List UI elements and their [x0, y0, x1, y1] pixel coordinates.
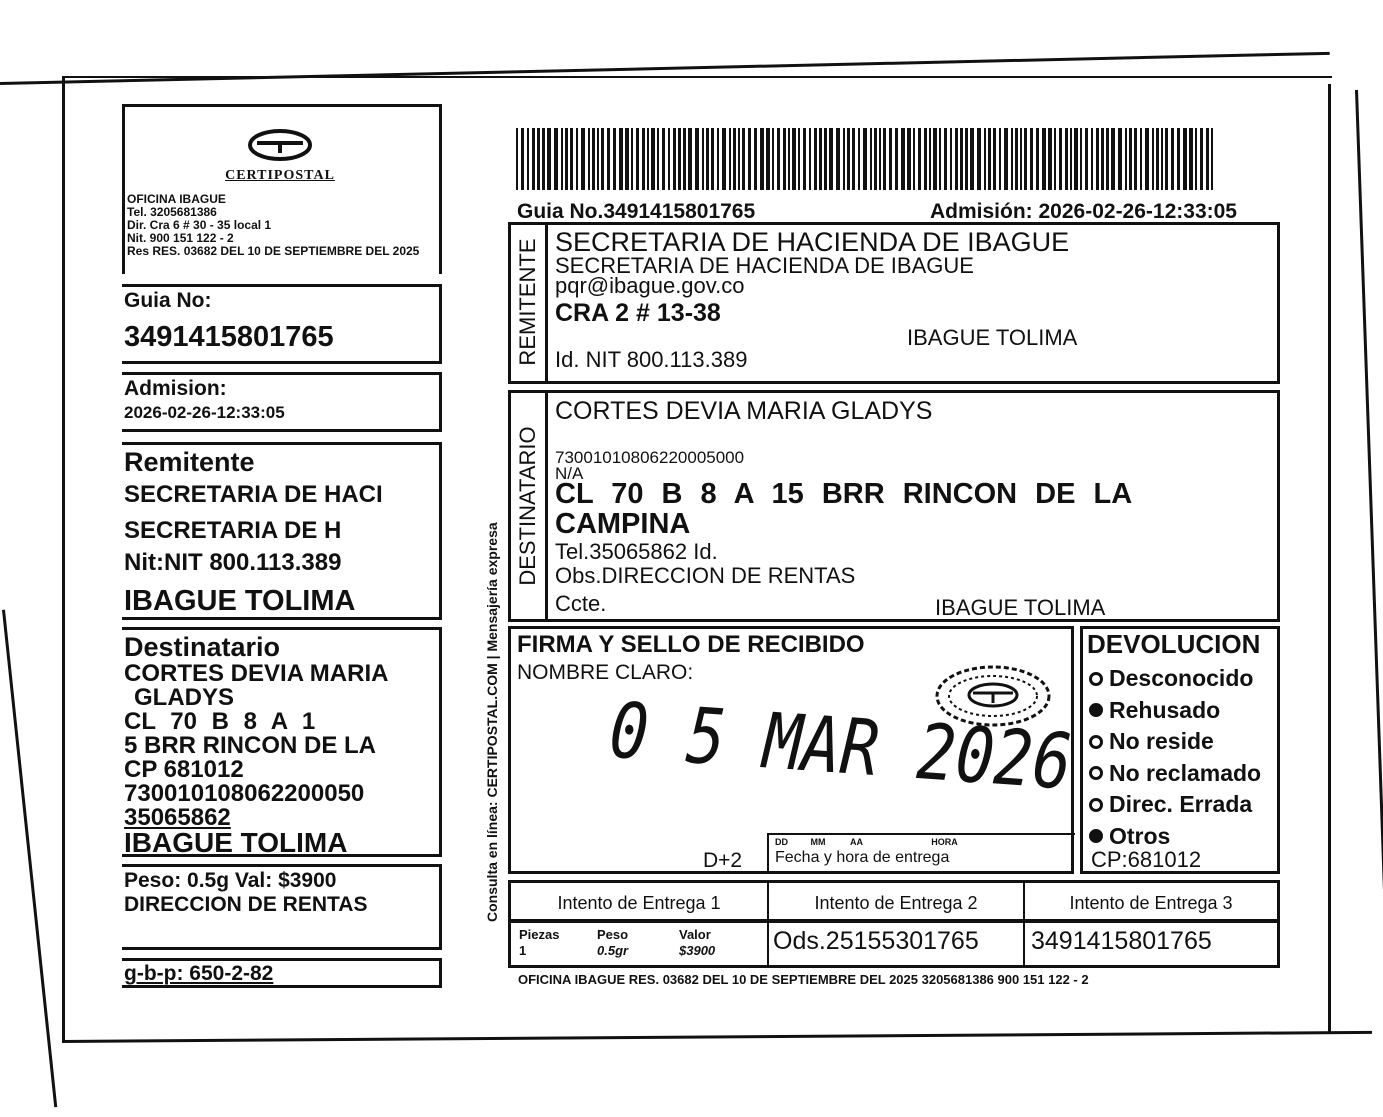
barcode-bar — [913, 128, 915, 190]
remitente-address: CRA 2 # 13-38 — [555, 299, 721, 327]
left-dest-cp: CP 681012 — [124, 756, 244, 783]
barcode-bar — [874, 128, 877, 190]
left-peso-val: Peso: 0.5g Val: $3900 — [124, 869, 337, 892]
remitente-box — [508, 222, 1280, 384]
devolucion-option-label: No reclamado — [1109, 759, 1262, 786]
header-admision: Admisión: 2026-02-26-12:33:05 — [930, 200, 1237, 223]
barcode-bar — [547, 128, 551, 190]
barcode-bar — [631, 128, 633, 190]
barcode-bar — [717, 128, 719, 190]
left-remitente-line2: SECRETARIA DE H — [124, 517, 342, 544]
barcode-bar — [722, 128, 726, 190]
intento-1-label: Intento de Entrega 1 — [557, 893, 721, 913]
left-obs: DIRECCION DE RENTAS — [124, 893, 368, 916]
valor-value: $3900 — [679, 943, 716, 958]
barcode-bar — [1080, 128, 1082, 190]
devolucion-cp: CP:681012 — [1091, 847, 1202, 872]
barcode-bar — [814, 128, 817, 190]
scan-edge-top-inner — [62, 76, 1332, 78]
certipostal-logo — [195, 127, 365, 187]
barcode-bar — [918, 128, 921, 190]
barcode-bar — [1206, 128, 1209, 190]
barcode-bar — [1111, 128, 1115, 190]
barcode-bar — [754, 128, 757, 190]
barcode-bar — [783, 128, 786, 190]
barcode-bar — [1070, 128, 1072, 190]
fecha-head-hora: HORA — [931, 837, 958, 847]
left-destinatario-box — [122, 627, 442, 857]
barcode-bar — [1171, 128, 1174, 190]
barcode-bar — [1189, 128, 1193, 190]
barcode-bar — [554, 128, 558, 190]
left-dest-city: IBAGUE TOLIMA — [124, 827, 348, 858]
detalle-cell-1 — [511, 923, 769, 965]
barcode-bar — [695, 128, 699, 190]
left-remitente-city: IBAGUE TOLIMA — [124, 585, 356, 617]
scan-edge-far-right — [1355, 90, 1383, 890]
barcode-bar — [847, 128, 850, 190]
left-remitente-line1: SECRETARIA DE HACI — [124, 481, 383, 508]
barcode-bar — [532, 128, 535, 190]
peso-label: Peso — [597, 927, 629, 942]
admision-label: Admision: — [124, 377, 227, 400]
barcode-bar — [516, 128, 518, 190]
barcode-bar — [657, 128, 659, 190]
barcode-bar — [1024, 128, 1027, 190]
barcode-bar — [636, 128, 639, 190]
left-dest-addr1: CL 70 B 8 A 1 — [124, 708, 316, 735]
barcode-bar — [889, 128, 892, 190]
d2-label: D+2 — [703, 849, 743, 872]
barcode-bar — [843, 128, 845, 190]
barcode-bar — [1129, 128, 1132, 190]
devolucion-title: DEVOLUCION — [1087, 629, 1261, 659]
admision-date: 2026-02-26-12:33:05 — [124, 403, 285, 422]
devolucion-option[interactable] — [1089, 695, 1261, 727]
circle-icon[interactable] — [1089, 672, 1103, 686]
barcode-bar — [792, 128, 796, 190]
barcode-bar — [924, 128, 927, 190]
barcode-bar — [879, 128, 881, 190]
barcode-bar — [829, 128, 833, 190]
barcode-bar — [895, 128, 898, 190]
left-remitente-nit: Nit:NIT 800.113.389 — [124, 549, 342, 576]
barcode-bar — [683, 128, 686, 190]
barcode-bar — [1036, 128, 1039, 190]
destinatario-city: IBAGUE TOLIMA — [935, 595, 1106, 620]
peso-value: 0.5gr — [597, 943, 629, 958]
peso-box — [122, 864, 442, 950]
barcode-bar — [748, 128, 751, 190]
barcode-bar — [993, 128, 996, 190]
barcode-bar — [527, 128, 529, 190]
circle-icon[interactable] — [1089, 735, 1103, 749]
ods-number: Ods.25155301765 — [773, 927, 979, 955]
barcode-bar — [1004, 128, 1008, 190]
barcode-bar — [1125, 128, 1127, 190]
left-dest-name2: GLADYS — [134, 684, 235, 711]
destinatario-addr1: CL 70 B 8 A 15 BRR RINCON DE LA — [555, 478, 1133, 510]
barcode-bar — [788, 128, 790, 190]
barcode-bar — [836, 128, 840, 190]
barcode-bar — [565, 128, 568, 190]
barcode-bar — [1134, 128, 1137, 190]
barcode-bar — [642, 128, 645, 190]
barcode-bar — [1015, 128, 1018, 190]
barcode-bar — [561, 128, 563, 190]
office-dir: Dir. Cra 6 # 30 - 35 local 1 — [127, 218, 272, 232]
barcode-bar — [678, 128, 681, 190]
barcode-bar — [1011, 128, 1013, 190]
remitente-city: IBAGUE TOLIMA — [907, 325, 1078, 350]
barcode-bar — [1074, 128, 1078, 190]
barcode-bar — [1118, 128, 1122, 190]
barcode-bar — [988, 128, 991, 190]
barcode — [516, 128, 1214, 190]
barcode-bar — [1020, 128, 1022, 190]
destinatario-code: 73001010806220005000 — [555, 448, 745, 467]
piezas-value: 1 — [519, 943, 527, 958]
scan-edge-left — [62, 76, 65, 1042]
barcode-bar — [824, 128, 827, 190]
barcode-bar — [1101, 128, 1104, 190]
devolucion-option[interactable] — [1089, 726, 1261, 758]
barcode-bar — [1152, 128, 1154, 190]
barcode-bar — [1030, 128, 1033, 190]
barcode-bar — [711, 128, 714, 190]
barcode-bar — [1195, 128, 1197, 190]
fecha-entrega-label: Fecha y hora de entrega — [775, 849, 950, 866]
devolucion-option-label: Otros — [1109, 822, 1171, 849]
barcode-bar — [819, 128, 822, 190]
guia-box — [122, 284, 442, 364]
devolucion-option-label: No reside — [1109, 728, 1214, 755]
intento-2-label: Intento de Entrega 2 — [814, 893, 978, 913]
scan-edge-top — [0, 52, 1330, 85]
destinatario-side-label: DESTINATARIO — [515, 426, 540, 586]
barcode-bar — [581, 128, 585, 190]
barcode-bar — [702, 128, 704, 190]
remitente-email: pqr@ibague.gov.co — [555, 273, 745, 298]
circle-icon[interactable] — [1089, 798, 1103, 812]
barcode-bar — [592, 128, 595, 190]
barcode-bar — [977, 128, 981, 190]
barcode-bar — [1048, 128, 1052, 190]
left-dest-addr2: 5 BRR RINCON DE LA — [124, 732, 377, 759]
logo-text: CERTIPOSTAL — [225, 168, 335, 183]
scan-edge-far-left — [2, 610, 57, 1108]
destinatario-addr2: CAMPINA — [555, 508, 691, 540]
barcode-bar — [883, 128, 886, 190]
barcode-bar — [1177, 128, 1180, 190]
guia-number: 3491415801765 — [124, 321, 334, 353]
left-remitente-box — [122, 442, 442, 620]
barcode-bar — [999, 128, 1001, 190]
office-nit: Nit. 900 151 122 - 2 — [127, 231, 234, 245]
checked-circle-icon[interactable] — [1089, 829, 1103, 843]
detalle-cell-2 — [769, 923, 1025, 965]
destinatario-na: N/A — [555, 464, 584, 483]
detalle-cell-3 — [1025, 923, 1277, 965]
barcode-bar — [542, 128, 545, 190]
remitente-name: SECRETARIA DE HACIENDA DE IBAGUE — [555, 227, 1070, 257]
barcode-bar — [668, 128, 670, 190]
barcode-bar — [863, 128, 867, 190]
remitente-side-divider — [545, 225, 548, 381]
intento-cell-1 — [511, 883, 769, 919]
piezas-label: Piezas — [519, 927, 560, 942]
fecha-head-mm: MM — [810, 837, 826, 847]
barcode-bar — [537, 128, 540, 190]
barcode-bar — [601, 128, 604, 190]
barcode-bar — [965, 128, 968, 190]
barcode-bar — [950, 128, 952, 190]
barcode-bar — [1145, 128, 1149, 190]
barcode-bar — [706, 128, 709, 190]
destinatario-tel: Tel.35065862 Id. — [555, 539, 718, 564]
remitente-name2: SECRETARIA DE HACIENDA DE IBAGUE — [555, 253, 974, 278]
barcode-bar — [619, 128, 623, 190]
left-remitente-label: Remitente — [124, 447, 255, 477]
barcode-bar — [729, 128, 731, 190]
office-res: Res RES. 03682 DEL 10 DE SEPTIEMBRE DEL 2025 — [127, 244, 420, 258]
barcode-bar — [1140, 128, 1142, 190]
barcode-bar — [613, 128, 616, 190]
left-dest-tel: 35065862 — [124, 804, 231, 831]
barcode-bar — [803, 128, 806, 190]
barcode-bar — [1059, 128, 1062, 190]
guia-label: Guia No: — [124, 289, 212, 312]
side-consulta-text: Consulta en línea: CERTIPOSTAL.COM | Mensajería expresa — [484, 522, 500, 922]
fecha-entrega-box — [767, 833, 1075, 873]
barcode-bar — [1065, 128, 1068, 190]
devolucion-option-label: Desconocido — [1109, 665, 1254, 692]
barcode-bar — [607, 128, 610, 190]
barcode-bar — [772, 128, 774, 190]
devolucion-option[interactable] — [1089, 758, 1261, 790]
firma-title: FIRMA Y SELLO DE RECIBIDO — [517, 631, 865, 658]
barcode-bar — [1156, 128, 1159, 190]
barcode-bar — [1085, 128, 1088, 190]
devolucion-option[interactable] — [1089, 789, 1261, 821]
barcode-bar — [960, 128, 963, 190]
gbp-box — [122, 958, 442, 988]
barcode-bar — [766, 128, 770, 190]
barcode-bar — [738, 128, 740, 190]
destinatario-name: CORTES DEVIA MARIA GLADYS — [555, 397, 933, 425]
barcode-bar — [939, 128, 941, 190]
devolucion-options — [1089, 663, 1261, 852]
checked-circle-icon[interactable] — [1089, 703, 1103, 717]
barcode-bar — [1106, 128, 1109, 190]
barcode-bar — [933, 128, 937, 190]
barcode-bar — [662, 128, 665, 190]
destinatario-box — [508, 390, 1280, 622]
destinatario-side-divider — [545, 393, 548, 619]
barcode-bar — [858, 128, 860, 190]
barcode-bar — [1165, 128, 1168, 190]
barcode-bar — [955, 128, 958, 190]
devolucion-box — [1080, 626, 1280, 874]
barcode-bar — [1200, 128, 1203, 190]
barcode-bar — [588, 128, 590, 190]
left-dest-name1: CORTES DEVIA MARIA — [124, 660, 389, 687]
barcode-bar — [733, 128, 736, 190]
intento-3-label: Intento de Entrega 3 — [1069, 893, 1233, 913]
firma-box — [508, 626, 1074, 874]
left-dest-code: 730010108062200050 — [124, 780, 365, 807]
barcode-bar — [798, 128, 800, 190]
nombre-claro-label: NOMBRE CLARO: — [517, 661, 694, 684]
barcode-bar — [1054, 128, 1056, 190]
scan-edge-right — [1328, 84, 1331, 1034]
destinatario-ccte: Ccte. — [555, 591, 607, 616]
barcode-bar — [809, 128, 811, 190]
barcode-bar — [688, 128, 692, 190]
barcode-bar — [984, 128, 986, 190]
barcode-bar — [970, 128, 974, 190]
barcode-bar — [870, 128, 872, 190]
office-name: OFICINA IBAGUE — [127, 192, 226, 206]
barcode-bar — [651, 128, 655, 190]
barcode-bar — [1091, 128, 1093, 190]
barcode-bar — [673, 128, 676, 190]
barcode-bar — [760, 128, 764, 190]
barcode-bar — [852, 128, 855, 190]
barcode-bar — [901, 128, 905, 190]
valor-label: Valor — [679, 927, 711, 942]
left-dest-label: Destinatario — [124, 632, 281, 662]
barcode-bar — [907, 128, 911, 190]
barcode-bar — [1211, 128, 1213, 190]
detalle-row — [508, 920, 1280, 968]
fecha-head-aa: AA — [850, 837, 863, 847]
admision-box — [122, 372, 442, 432]
received-date-stamp: 0 5 MAR 2026 — [606, 687, 1075, 808]
barcode-bar — [1042, 128, 1046, 190]
barcode-bar — [570, 128, 573, 190]
gbp-code: g-b-p: 650-2-82 — [124, 962, 274, 985]
devolucion-option-label: Rehusado — [1109, 696, 1221, 723]
barcode-bar — [576, 128, 578, 190]
logo-icon — [245, 127, 315, 163]
remitente-id: Id. NIT 800.113.389 — [555, 347, 748, 372]
barcode-bar — [929, 128, 931, 190]
barcode-bar — [647, 128, 649, 190]
barcode-bar — [1096, 128, 1099, 190]
devolucion-option-label: Direc. Errada — [1109, 791, 1253, 818]
circle-icon[interactable] — [1089, 766, 1103, 780]
barcode-bar — [1183, 128, 1187, 190]
barcode-bar — [597, 128, 599, 190]
barcode-bar — [521, 128, 524, 190]
barcode-bar — [742, 128, 745, 190]
detalle-guia: 3491415801765 — [1031, 927, 1212, 955]
barcode-bar — [777, 128, 780, 190]
fecha-head-dd: DD — [775, 837, 788, 847]
office-box — [122, 104, 442, 274]
intento-cell-3 — [1025, 883, 1277, 919]
scan-edge-bottom — [62, 1031, 1372, 1043]
destinatario-obs: Obs.DIRECCION DE RENTAS — [555, 563, 856, 588]
intento-cell-2 — [769, 883, 1025, 919]
footer-text: OFICINA IBAGUE RES. 03682 DEL 10 DE SEPTIEMBRE DEL 2025 3205681386 900 151 122 - 2 — [518, 972, 1089, 987]
barcode-bar — [625, 128, 629, 190]
remitente-side-label: REMITENTE — [515, 238, 540, 366]
header-guia: Guia No.3491415801765 — [517, 200, 756, 223]
office-tel: Tel. 3205681386 — [127, 205, 217, 219]
intentos-row — [508, 880, 1280, 922]
barcode-bar — [944, 128, 947, 190]
devolucion-option[interactable] — [1089, 663, 1261, 695]
barcode-bar — [1161, 128, 1163, 190]
